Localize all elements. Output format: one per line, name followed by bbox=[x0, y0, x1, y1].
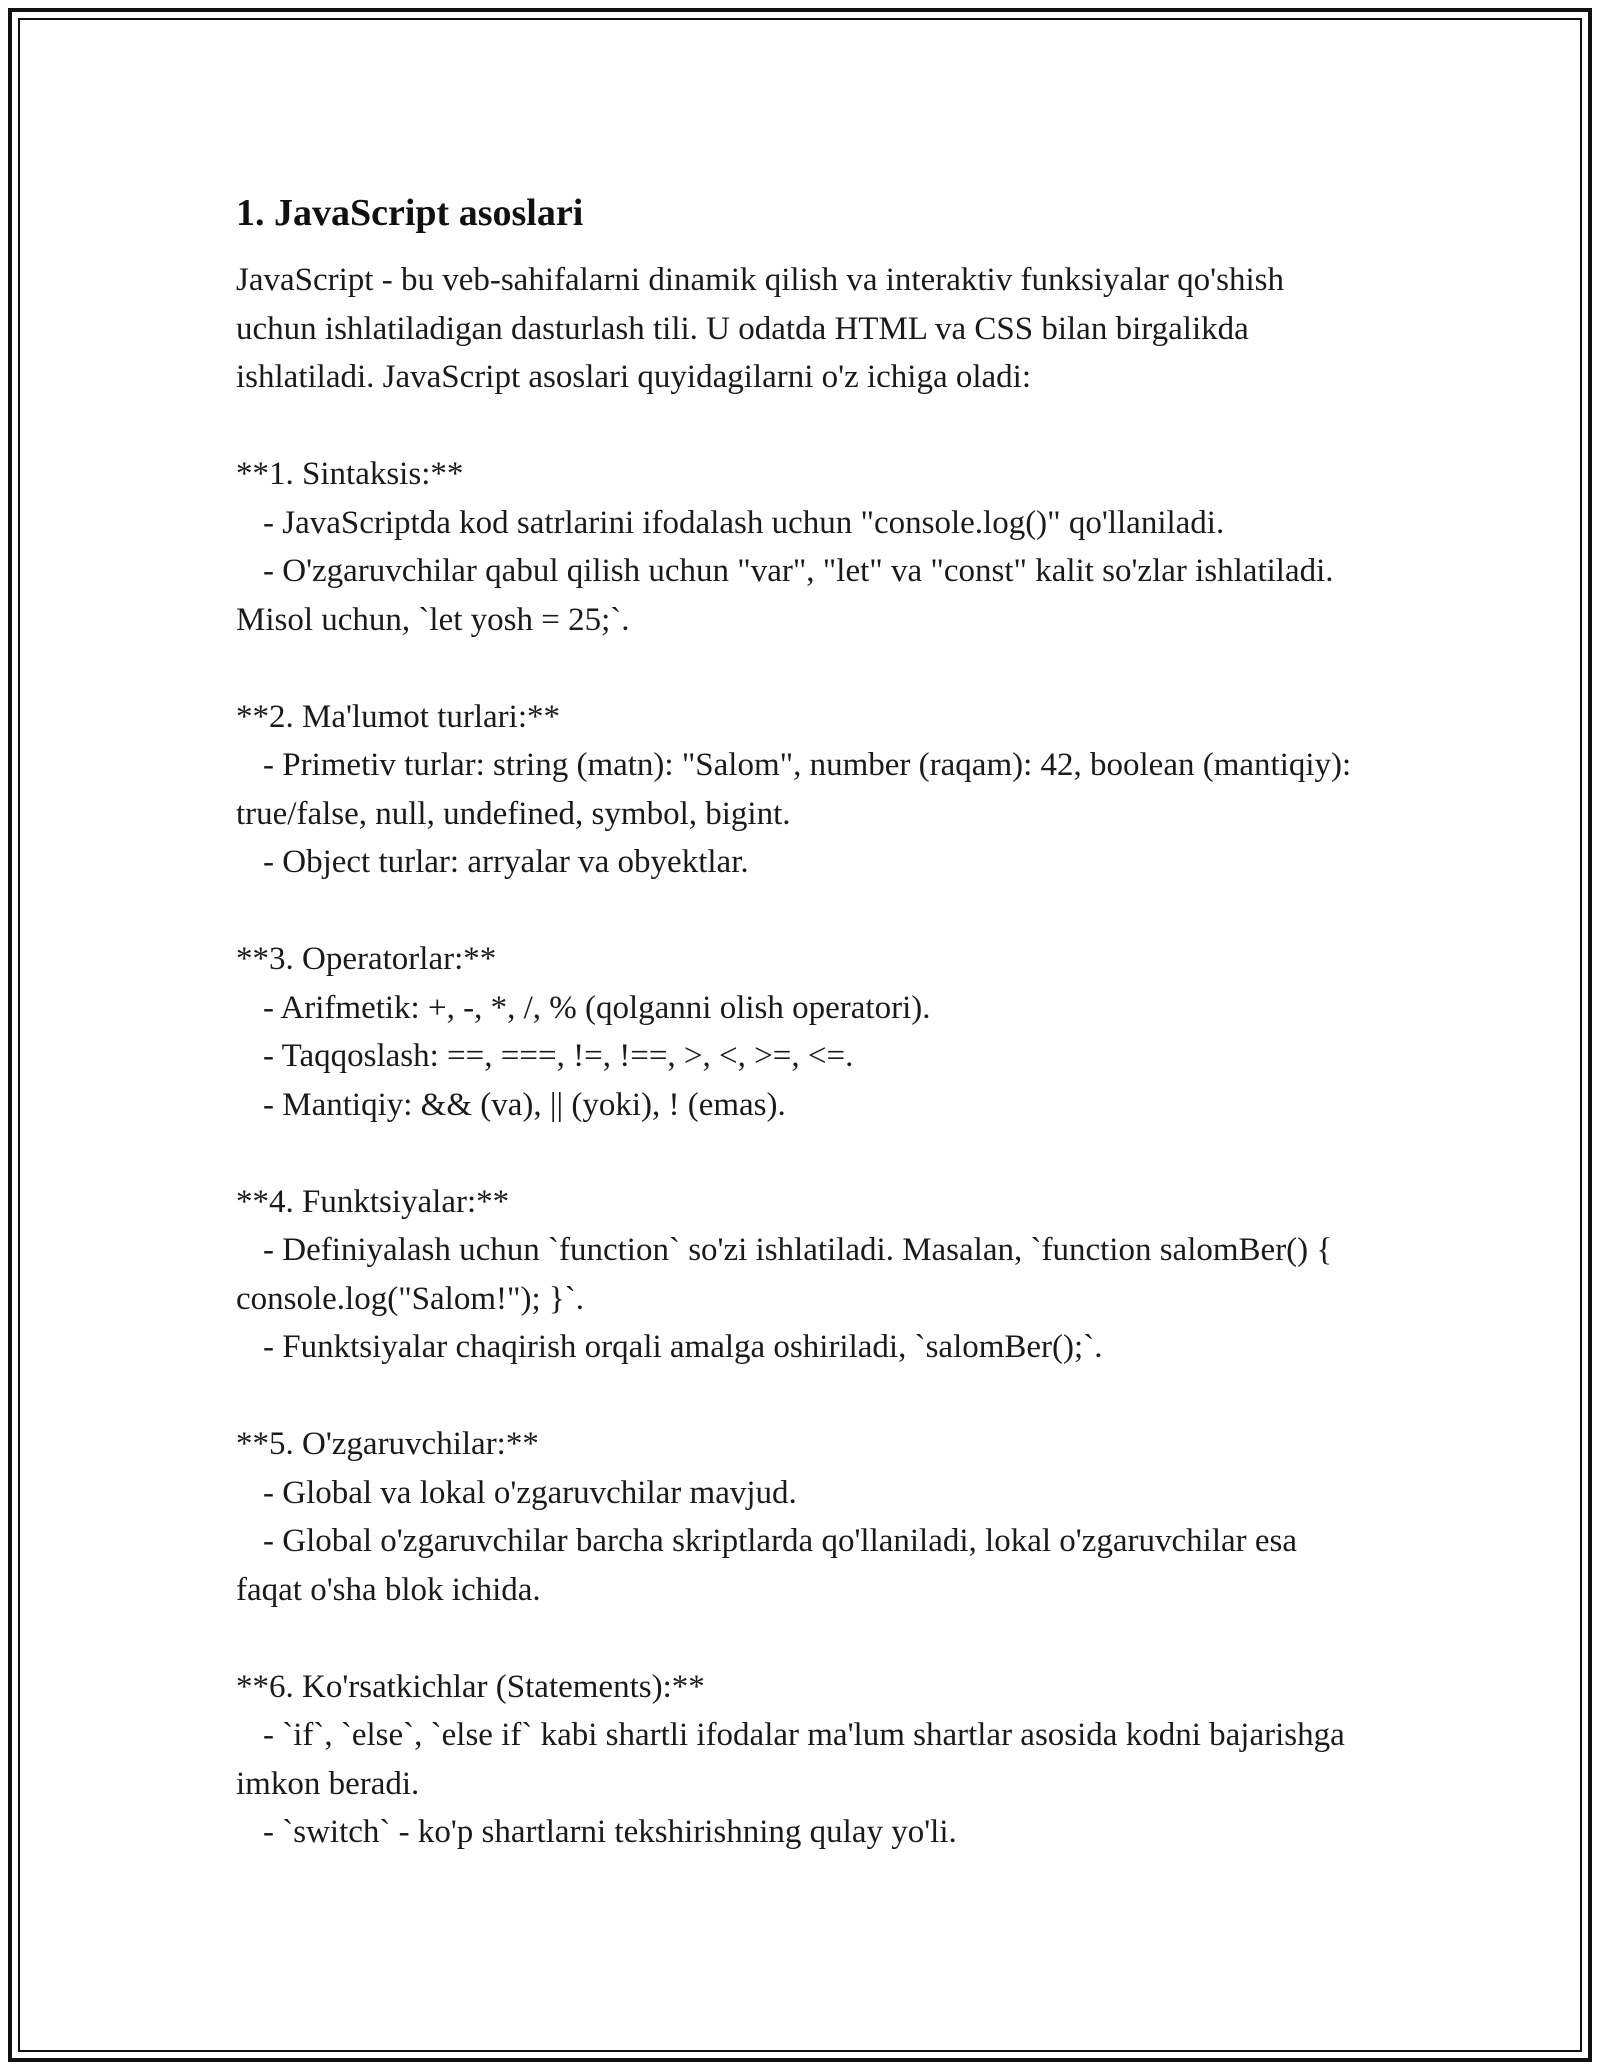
list-item: - JavaScriptda kod satrlarini ifodalash uchun "console.log()" qo'llaniladi. bbox=[263, 504, 1225, 541]
section-title: **4. Funktsiyalar:** bbox=[236, 1183, 510, 1220]
list-item: - `if`, `else`, `else if` kabi shartli ifodalar ma'lum shartlar asosida kodni bajarishga imkon beradi. bbox=[236, 1717, 1345, 1802]
section-title: **5. O'zgaruvchilar:** bbox=[236, 1426, 539, 1462]
list-item: - Global o'zgaruvchilar barcha skriptlarda qo'llaniladi, lokal o'zgaruvchilar esa faqat o'sha blok ichida. bbox=[236, 1523, 1298, 1608]
section-title: **6. Ko'rsatkichlar (Statements):** bbox=[236, 1668, 705, 1705]
section-data-types bbox=[236, 693, 1366, 887]
section-functions bbox=[236, 1178, 1366, 1372]
section-title: **1. Sintaksis:** bbox=[236, 456, 464, 492]
section-variables bbox=[236, 1420, 1366, 1614]
intro-paragraph: JavaScript - bu veb-sahifalarni dinamik qilish va interaktiv funksiyalar qo'shish uchun ishlatiladigan dasturlash tili. U odatda HTML va CSS bilan birgalikda ishlatiladi. JavaScript asoslari quyidagilarni o'z ichiga oladi: bbox=[236, 262, 1284, 395]
list-item: - Primetiv turlar: string (matn): "Salom", number (raqam): 42, boolean (mantiqiy): true/false, null, undefined, symbol, bigint. bbox=[236, 747, 1352, 832]
section-operators bbox=[236, 935, 1366, 1129]
list-item: - Definiyalash uchun `function` so'zi ishlatiladi. Masalan, `function salomBer() { console.log("Salom!"); }`. bbox=[236, 1232, 1333, 1317]
section-title: **3. Operatorlar:** bbox=[236, 941, 497, 977]
list-item: - `switch` - ko'p shartlarni tekshirishning qulay yo'li. bbox=[263, 1814, 957, 1850]
list-item: - Object turlar: arryalar va obyektlar. bbox=[263, 844, 749, 880]
list-item: - Taqqoslash: ==, ===, !=, !==, >, <, >=, <=. bbox=[263, 1038, 854, 1074]
section-syntax bbox=[236, 450, 1366, 644]
section-title: **2. Ma'lumot turlari:** bbox=[236, 698, 560, 735]
list-item: - O'zgaruvchilar qabul qilish uchun "var", "let" va "const" kalit so'zlar ishlatiladi. Misol uchun, `let yosh = 25;`. bbox=[236, 553, 1334, 638]
list-item: - Funktsiyalar chaqirish orqali amalga oshiriladi, `salomBer();`. bbox=[263, 1329, 1103, 1365]
section-statements bbox=[236, 1663, 1366, 1857]
document-title: 1. JavaScript asoslari bbox=[236, 192, 584, 234]
list-item: - Mantiqiy: && (va), || (yoki), ! (emas). bbox=[263, 1086, 786, 1123]
list-item: - Global va lokal o'zgaruvchilar mavjud. bbox=[263, 1474, 797, 1511]
list-item: - Arifmetik: +, -, *, /, % (qolganni olish operatori). bbox=[263, 989, 931, 1026]
document-page bbox=[236, 186, 1366, 1857]
